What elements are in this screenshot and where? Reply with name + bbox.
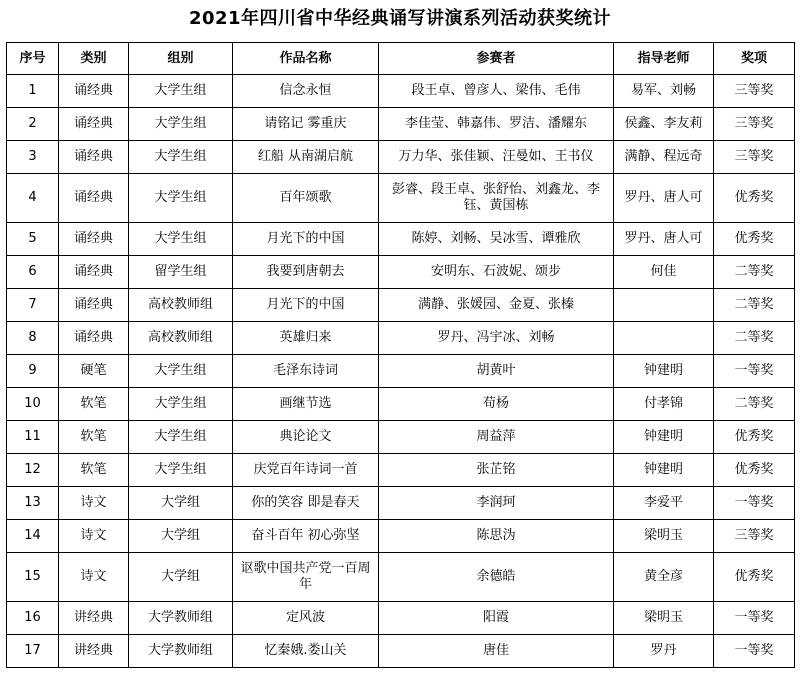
document-title: 2021年四川省中华经典诵写讲演系列活动获奖统计 bbox=[188, 8, 612, 29]
cell-category: 诗文 bbox=[59, 520, 129, 553]
cell-teachers: 何佳 bbox=[614, 256, 714, 289]
header-no: 序号 bbox=[7, 43, 59, 75]
cell-category: 硬笔 bbox=[59, 355, 129, 388]
cell-participants: 陈婷、刘畅、吴冰雪、谭雅欣 bbox=[379, 223, 614, 256]
cell-group: 大学生组 bbox=[129, 454, 233, 487]
cell-category: 诗文 bbox=[59, 487, 129, 520]
table-header-row bbox=[7, 43, 795, 75]
cell-work: 庆党百年诗词一首 bbox=[233, 454, 379, 487]
cell-participants: 周益萍 bbox=[379, 421, 614, 454]
cell-no: 3 bbox=[7, 141, 59, 174]
cell-category: 软笔 bbox=[59, 454, 129, 487]
cell-no: 6 bbox=[7, 256, 59, 289]
cell-teachers bbox=[614, 322, 714, 355]
cell-group: 大学组 bbox=[129, 553, 233, 602]
cell-participants: 万力华、张佳颖、汪曼如、王书仪 bbox=[379, 141, 614, 174]
cell-no: 12 bbox=[7, 454, 59, 487]
cell-work: 信念永恒 bbox=[233, 75, 379, 108]
cell-prize: 三等奖 bbox=[714, 520, 795, 553]
cell-category: 诵经典 bbox=[59, 322, 129, 355]
cell-group: 大学教师组 bbox=[129, 602, 233, 635]
cell-no: 1 bbox=[7, 75, 59, 108]
cell-group: 大学生组 bbox=[129, 75, 233, 108]
header-work: 作品名称 bbox=[233, 43, 379, 75]
cell-participants: 李润珂 bbox=[379, 487, 614, 520]
cell-prize: 一等奖 bbox=[714, 487, 795, 520]
cell-participants: 罗丹、冯宇冰、刘畅 bbox=[379, 322, 614, 355]
table-row bbox=[7, 256, 795, 289]
cell-participants: 余德皓 bbox=[379, 553, 614, 602]
cell-participants: 阳霞 bbox=[379, 602, 614, 635]
cell-teachers: 李爱平 bbox=[614, 487, 714, 520]
cell-category: 诵经典 bbox=[59, 289, 129, 322]
cell-prize: 二等奖 bbox=[714, 289, 795, 322]
cell-no: 2 bbox=[7, 108, 59, 141]
table-row bbox=[7, 355, 795, 388]
cell-no: 11 bbox=[7, 421, 59, 454]
cell-no: 14 bbox=[7, 520, 59, 553]
cell-category: 软笔 bbox=[59, 388, 129, 421]
cell-category: 诵经典 bbox=[59, 75, 129, 108]
cell-prize: 三等奖 bbox=[714, 141, 795, 174]
cell-prize: 二等奖 bbox=[714, 322, 795, 355]
cell-teachers: 梁明玉 bbox=[614, 520, 714, 553]
cell-no: 5 bbox=[7, 223, 59, 256]
cell-group: 大学生组 bbox=[129, 355, 233, 388]
cell-participants: 陈思沩 bbox=[379, 520, 614, 553]
header-category: 类别 bbox=[59, 43, 129, 75]
cell-teachers: 黄全彦 bbox=[614, 553, 714, 602]
cell-participants: 唐佳 bbox=[379, 635, 614, 668]
cell-no: 9 bbox=[7, 355, 59, 388]
cell-no: 10 bbox=[7, 388, 59, 421]
cell-no: 4 bbox=[7, 174, 59, 223]
cell-work: 典论论文 bbox=[233, 421, 379, 454]
cell-work: 奋斗百年 初心弥坚 bbox=[233, 520, 379, 553]
cell-group: 高校教师组 bbox=[129, 322, 233, 355]
cell-teachers: 罗丹、唐人可 bbox=[614, 174, 714, 223]
cell-teachers: 付孝锦 bbox=[614, 388, 714, 421]
cell-no: 7 bbox=[7, 289, 59, 322]
header-teachers: 指导老师 bbox=[614, 43, 714, 75]
cell-work: 我要到唐朝去 bbox=[233, 256, 379, 289]
cell-teachers: 罗丹 bbox=[614, 635, 714, 668]
cell-work: 英雄归来 bbox=[233, 322, 379, 355]
table-row bbox=[7, 75, 795, 108]
cell-participants: 彭睿、段王卓、张舒怡、刘鑫龙、李钰、黄国栋 bbox=[379, 174, 614, 223]
cell-work: 请铭记 雾重庆 bbox=[233, 108, 379, 141]
cell-group: 大学组 bbox=[129, 520, 233, 553]
cell-teachers: 梁明玉 bbox=[614, 602, 714, 635]
table-row bbox=[7, 174, 795, 223]
header-participants: 参赛者 bbox=[379, 43, 614, 75]
cell-prize: 二等奖 bbox=[714, 256, 795, 289]
cell-teachers: 钟建明 bbox=[614, 454, 714, 487]
table-row bbox=[7, 520, 795, 553]
cell-prize: 优秀奖 bbox=[714, 223, 795, 256]
cell-group: 大学生组 bbox=[129, 141, 233, 174]
cell-group: 大学生组 bbox=[129, 108, 233, 141]
cell-participants: 胡黄叶 bbox=[379, 355, 614, 388]
table-row bbox=[7, 108, 795, 141]
table-row bbox=[7, 454, 795, 487]
cell-participants: 段王卓、曾彦人、梁伟、毛伟 bbox=[379, 75, 614, 108]
cell-work: 红船 从南湖启航 bbox=[233, 141, 379, 174]
cell-teachers: 满静、程远奇 bbox=[614, 141, 714, 174]
cell-work: 忆秦娥.娄山关 bbox=[233, 635, 379, 668]
cell-work: 月光下的中国 bbox=[233, 289, 379, 322]
table-row bbox=[7, 223, 795, 256]
cell-teachers: 易军、刘畅 bbox=[614, 75, 714, 108]
cell-teachers: 钟建明 bbox=[614, 421, 714, 454]
cell-no: 15 bbox=[7, 553, 59, 602]
cell-category: 诗文 bbox=[59, 553, 129, 602]
cell-participants: 满静、张媛园、金夏、张榛 bbox=[379, 289, 614, 322]
cell-no: 13 bbox=[7, 487, 59, 520]
cell-teachers: 侯鑫、李友莉 bbox=[614, 108, 714, 141]
header-group: 组别 bbox=[129, 43, 233, 75]
cell-category: 诵经典 bbox=[59, 256, 129, 289]
cell-group: 大学生组 bbox=[129, 388, 233, 421]
table-row bbox=[7, 487, 795, 520]
cell-no: 16 bbox=[7, 602, 59, 635]
cell-work: 画继节选 bbox=[233, 388, 379, 421]
cell-teachers bbox=[614, 289, 714, 322]
cell-participants: 苟杨 bbox=[379, 388, 614, 421]
cell-category: 讲经典 bbox=[59, 602, 129, 635]
cell-participants: 张芷铭 bbox=[379, 454, 614, 487]
table-row bbox=[7, 602, 795, 635]
cell-group: 高校教师组 bbox=[129, 289, 233, 322]
cell-category: 诵经典 bbox=[59, 141, 129, 174]
cell-group: 大学教师组 bbox=[129, 635, 233, 668]
cell-work: 讴歌中国共产党一百周年 bbox=[233, 553, 379, 602]
cell-work: 定风波 bbox=[233, 602, 379, 635]
table-row bbox=[7, 289, 795, 322]
cell-category: 讲经典 bbox=[59, 635, 129, 668]
cell-category: 诵经典 bbox=[59, 108, 129, 141]
cell-prize: 二等奖 bbox=[714, 388, 795, 421]
header-prize: 奖项 bbox=[714, 43, 795, 75]
cell-teachers: 罗丹、唐人可 bbox=[614, 223, 714, 256]
cell-prize: 一等奖 bbox=[714, 602, 795, 635]
cell-group: 大学组 bbox=[129, 487, 233, 520]
cell-category: 诵经典 bbox=[59, 223, 129, 256]
cell-work: 你的笑容 即是春天 bbox=[233, 487, 379, 520]
table-row bbox=[7, 388, 795, 421]
table-row bbox=[7, 635, 795, 668]
cell-prize: 优秀奖 bbox=[714, 421, 795, 454]
cell-prize: 优秀奖 bbox=[714, 553, 795, 602]
cell-participants: 李佳莹、韩嘉伟、罗洁、潘耀东 bbox=[379, 108, 614, 141]
awards-table bbox=[6, 42, 795, 668]
cell-work: 毛泽东诗词 bbox=[233, 355, 379, 388]
cell-work: 月光下的中国 bbox=[233, 223, 379, 256]
cell-participants: 安明东、石波妮、颂步 bbox=[379, 256, 614, 289]
table-row bbox=[7, 322, 795, 355]
table-row bbox=[7, 421, 795, 454]
cell-prize: 三等奖 bbox=[714, 108, 795, 141]
cell-prize: 三等奖 bbox=[714, 75, 795, 108]
cell-category: 诵经典 bbox=[59, 174, 129, 223]
cell-no: 8 bbox=[7, 322, 59, 355]
cell-no: 17 bbox=[7, 635, 59, 668]
cell-group: 大学生组 bbox=[129, 223, 233, 256]
table-row bbox=[7, 141, 795, 174]
cell-teachers: 钟建明 bbox=[614, 355, 714, 388]
cell-group: 大学生组 bbox=[129, 421, 233, 454]
cell-prize: 优秀奖 bbox=[714, 174, 795, 223]
cell-prize: 一等奖 bbox=[714, 355, 795, 388]
cell-group: 留学生组 bbox=[129, 256, 233, 289]
cell-prize: 一等奖 bbox=[714, 635, 795, 668]
table-row bbox=[7, 553, 795, 602]
cell-work: 百年颂歌 bbox=[233, 174, 379, 223]
cell-group: 大学生组 bbox=[129, 174, 233, 223]
cell-category: 软笔 bbox=[59, 421, 129, 454]
cell-prize: 优秀奖 bbox=[714, 454, 795, 487]
